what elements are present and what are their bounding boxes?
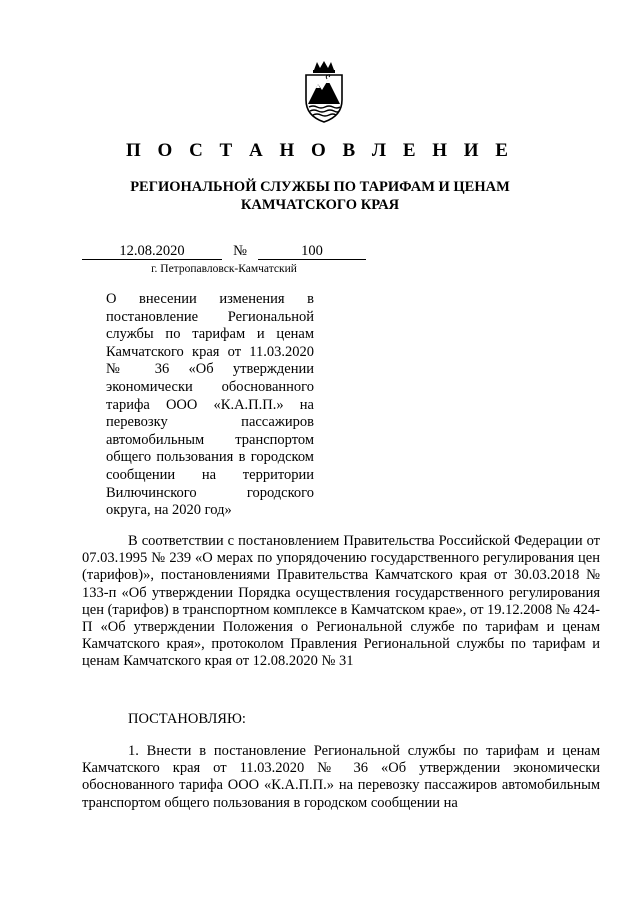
document-number: 100	[258, 242, 366, 260]
coat-of-arms-icon	[300, 60, 348, 124]
document-subject: О внесении изменения в постановление Региональной службы по тарифам и ценам Камчатского края от 11.03.2020 № 36 «Об утверждении экономически обоснованного тарифа ООО «К.А.П.П.» на перевозку пассажиров автомобильным транспортом общего пользования в городском сообщении на территории Вилючинского городского округа, на 2020 год»	[106, 291, 314, 519]
item-1-paragraph: 1. Внести в постановление Региональной службы по тарифам и ценам Камчатского края от 11.03.2020 № 36 «Об утверждении экономически обоснованного тарифа ООО «К.А.П.П.» на перевозку пассажиров автомобильным транспортом общего пользования в городском сообщении на	[82, 743, 600, 811]
document-type-title: П О С Т А Н О В Л Е Н И Е	[126, 140, 514, 161]
document-date: 12.08.2020	[82, 242, 222, 260]
number-sign: №	[233, 243, 247, 259]
resolve-heading: ПОСТАНОВЛЯЮ:	[128, 711, 246, 727]
preamble-paragraph: В соответствии с постановлением Правительства Российской Федерации от 07.03.1995 № 239 «О мерах по упорядочению государственного регулирования цен (тарифов)», постановлениями Правительства Камчатского края от 30.03.2018 № 133-п «Об утверждении Порядка осуществления государственного регулирования цен (тарифов) в транспортном комплексе в Камчатском крае», от 19.12.2008 № 424-П «Об утверждении Положения о Региональной службе по тарифам и ценам Камчатского края», протоколом Правления Региональной службы по тарифам и ценам Камчатского края от 12.08.2020 № 31	[82, 533, 600, 670]
city-label: г. Петропавловск-Камчатский	[151, 263, 297, 275]
organization-title: РЕГИОНАЛЬНОЙ СЛУЖБЫ ПО ТАРИФАМ И ЦЕНАМ КАМЧАТСКОГО КРАЯ	[130, 179, 510, 213]
date-number-line	[82, 242, 366, 260]
